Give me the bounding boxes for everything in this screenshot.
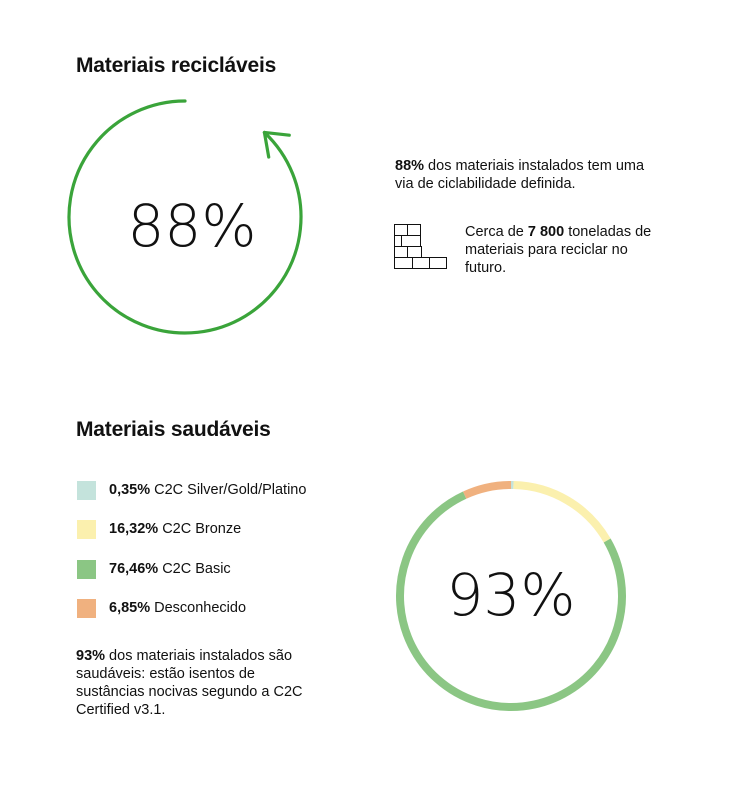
tons-text: toneladas de materiais para reciclar no futuro.: [465, 224, 652, 276]
legend-label: C2C Bronze: [162, 521, 242, 537]
recyclable-description-text: dos materiais instalados tem uma via de ciclabilidade definida.: [395, 158, 645, 192]
tons-value: 7 800: [527, 224, 565, 240]
section-title-recyclable: Materiais recicláveis: [76, 54, 277, 77]
recyclable-percent-label: 88%: [127, 192, 257, 260]
bricks-icon: [394, 224, 450, 274]
legend-value: 16,32%: [109, 521, 159, 537]
tons-description: [465, 223, 665, 277]
legend-item-unknown: [77, 598, 246, 618]
recyclable-description: [395, 157, 665, 193]
legend-swatch: [77, 560, 96, 579]
legend-value: 76,46%: [109, 561, 159, 577]
recyclable-description-bold: 88%: [395, 158, 425, 174]
legend-label: Desconhecido: [154, 600, 247, 616]
legend-item-basic: [77, 559, 231, 579]
healthy-percent-label: 93%: [446, 561, 576, 629]
section-title-healthy: Materiais saudáveis: [76, 418, 271, 441]
legend-value: 0,35%: [109, 482, 151, 498]
legend-value: 6,85%: [109, 600, 151, 616]
legend-swatch: [77, 599, 96, 618]
healthy-description: [76, 647, 316, 719]
tons-prefix: Cerca de: [465, 224, 528, 240]
legend-swatch: [77, 481, 96, 500]
healthy-description-bold: 93%: [76, 648, 106, 664]
legend-item-silver-gold-platino: [77, 480, 306, 500]
ring-segment-c2c-bronze: [513, 485, 607, 541]
recyclable-ring-chart: [60, 92, 310, 342]
ring-segment-desconhecido: [465, 485, 511, 495]
legend-swatch: [77, 520, 96, 539]
healthy-description-text: dos materiais instalados são saudáveis: estão isentos de sustâncias nocivas segundo a C2C Certified v3.1.: [76, 648, 303, 718]
healthy-ring-chart: [390, 475, 632, 717]
legend-label: C2C Basic: [162, 561, 231, 577]
legend-item-bronze: [77, 519, 241, 539]
legend-label: C2C Silver/Gold/Platino: [154, 482, 307, 498]
